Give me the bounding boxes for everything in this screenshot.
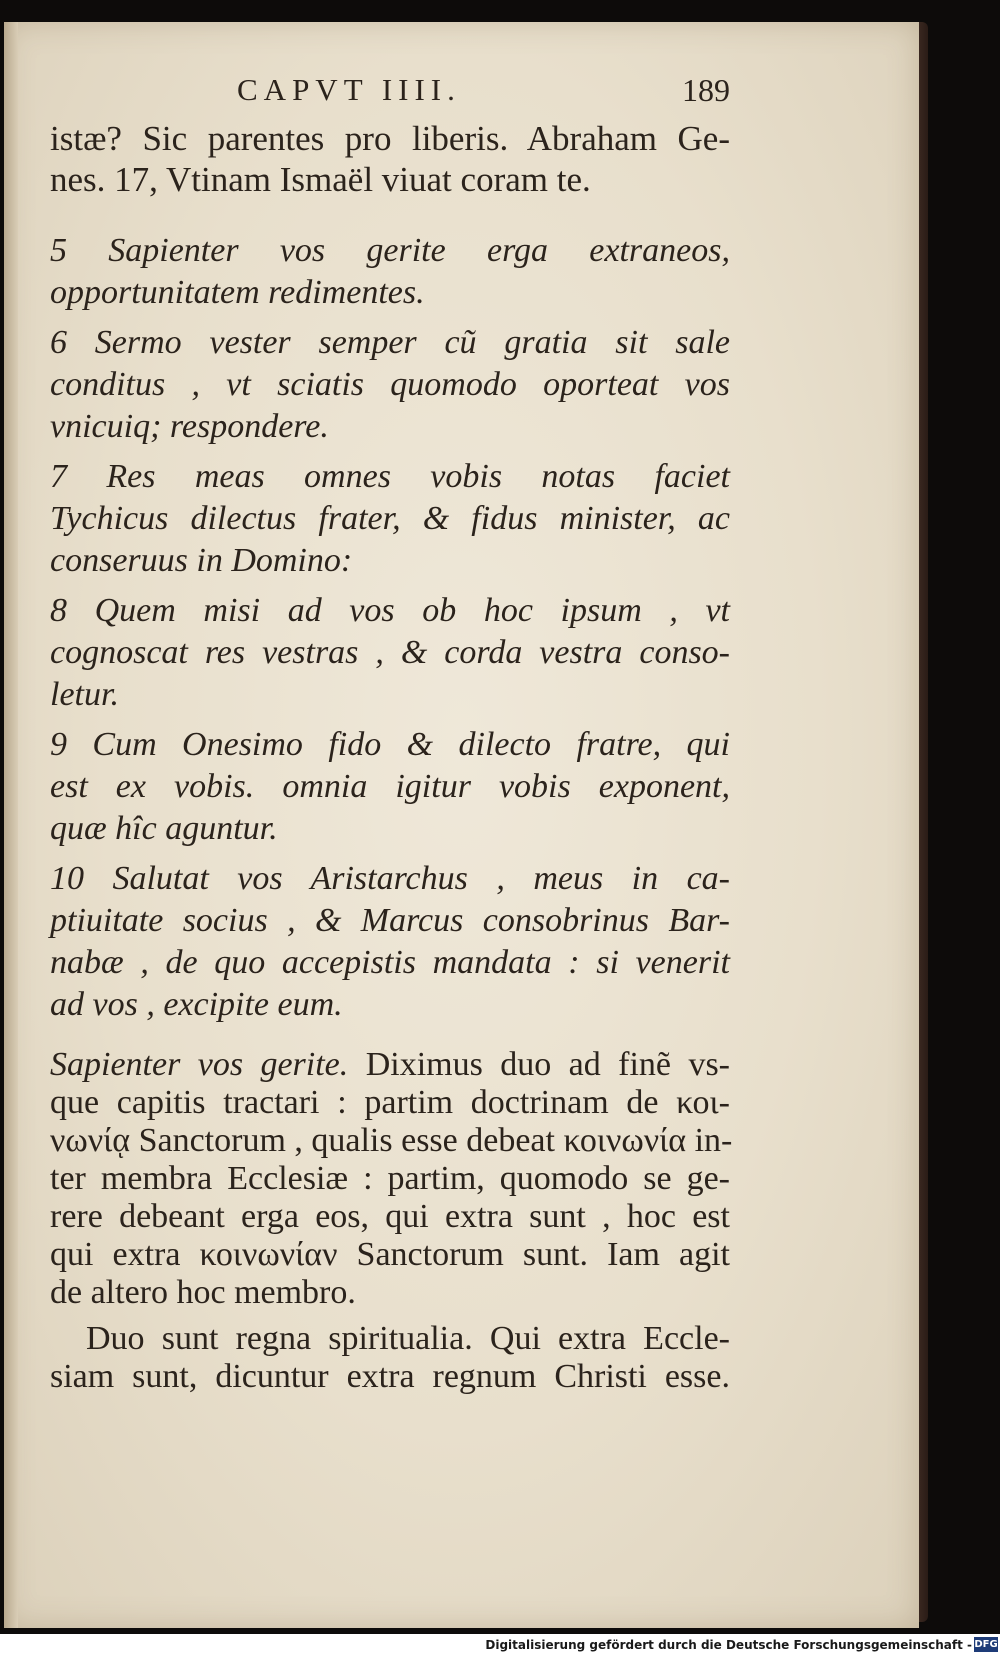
text-line: qui extra κοινωνίαν Sanctorum sunt. Iam agit <box>50 1236 730 1273</box>
verse-line: ad vos , excipite eum. <box>50 986 343 1023</box>
page-text <box>50 72 733 1396</box>
commentary-first-line-rest: Diximus duo ad finẽ vs- <box>348 1046 730 1083</box>
verse-line: Tychicus dilectus frater, & fidus minister, ac <box>50 500 730 537</box>
verse-line: quæ hîc aguntur. <box>50 810 278 847</box>
verse-line: nabæ , de quo accepistis mandata : si venerit <box>50 944 730 981</box>
text-line: de altero hoc membro. <box>50 1274 356 1311</box>
verse-line: est ex vobis. omnia igitur vobis exponent, <box>50 768 730 805</box>
commentary-first-line <box>50 1046 730 1084</box>
verse-line: 7 Res meas omnes vobis notas faciet <box>50 458 730 495</box>
verse-line: opportunitatem redimentes. <box>50 274 425 311</box>
verse-line: ptiuitate socius , & Marcus consobrinus Bar- <box>50 902 730 939</box>
text-line: siam sunt, dicuntur extra regnum Christi esse. <box>50 1358 730 1395</box>
text-line: rere debeant erga eos, qui extra sunt , hoc est <box>50 1198 730 1235</box>
verse-line: 10 Salutat vos Aristarchus , meus in ca- <box>50 860 730 897</box>
verse-line: 8 Quem misi ad vos ob hoc ipsum , vt <box>50 592 730 629</box>
verse-line: letur. <box>50 676 119 713</box>
verse-line: vnicuiq; respondere. <box>50 408 329 445</box>
text-line: ter membra Ecclesiæ : partim, quomodo se ge- <box>50 1160 730 1197</box>
verse-line: 5 Sapienter vos gerite erga extraneos, <box>50 232 730 269</box>
funding-credit: Digitalisierung gefördert durch die Deutsche Forschungsgemeinschaft - <box>485 1638 972 1652</box>
verse-line: cognoscat res vestras , & corda vestra conso- <box>50 634 730 671</box>
text-line: que capitis tractari : partim doctrinam de κοι- <box>50 1084 730 1121</box>
dfg-logo: DFG <box>974 1639 998 1650</box>
page-gutter <box>4 22 18 1628</box>
verse-line: conditus , vt sciatis quomodo oporteat vos <box>50 366 730 403</box>
running-header <box>50 72 730 118</box>
verse-line: 6 Sermo vester semper cũ gratia sit sale <box>50 324 730 361</box>
text-line: Duo sunt regna spiritualia. Qui extra Eccle- <box>86 1320 730 1357</box>
running-title: CAPVT IIII. <box>237 72 461 107</box>
verse-9 <box>50 724 730 850</box>
verse-7 <box>50 456 730 582</box>
commentary-lemma: Sapienter vos gerite. <box>50 1046 349 1083</box>
page-number: 189 <box>682 72 730 108</box>
text-line: νωνίᾳ Sanctorum , qualis esse debeat κοινωνία in- <box>50 1122 733 1159</box>
text-line: nes. 17, Vtinam Ismaël viuat coram te. <box>50 160 591 199</box>
text-line: istæ? Sic parentes pro liberis. Abraham Ge- <box>50 119 730 158</box>
intro-paragraph <box>50 118 730 200</box>
second-paragraph <box>50 1320 730 1396</box>
verse-line: conseruus in Domino: <box>50 542 353 579</box>
verse-10 <box>50 858 730 1026</box>
verse-5 <box>50 230 730 314</box>
verse-8 <box>50 590 730 716</box>
verse-6 <box>50 322 730 448</box>
commentary-paragraph <box>50 1046 733 1312</box>
verse-list <box>50 230 730 1026</box>
verse-line: 9 Cum Onesimo fido & dilecto fratre, qui <box>50 726 730 763</box>
